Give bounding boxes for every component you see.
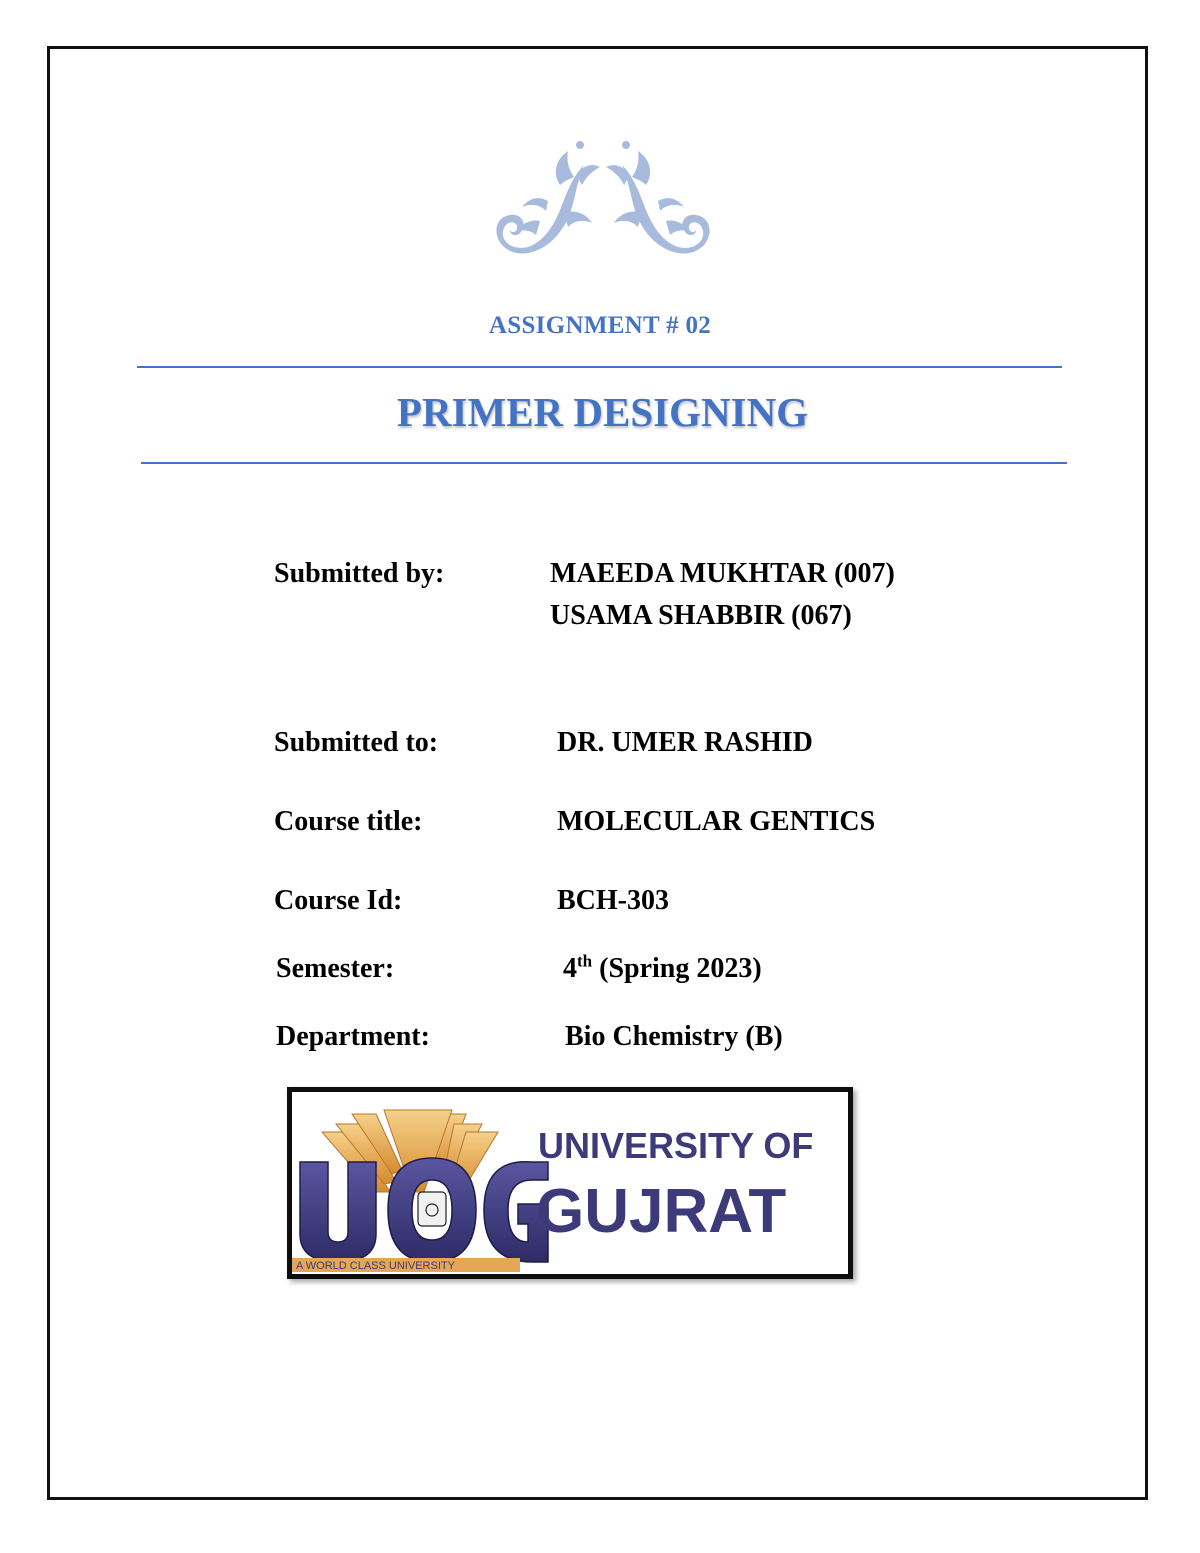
assignment-number: ASSIGNMENT # 02: [488, 312, 712, 339]
page-title: PRIMER DESIGNING: [396, 389, 809, 435]
submitted-by-value-1: MAEEDA MUKHTAR (007): [550, 558, 895, 589]
university-logo: [287, 1087, 853, 1279]
course-id-value: BCH-303: [557, 885, 669, 916]
logo-line-2: GUJRAT: [536, 1177, 787, 1246]
floral-ornament-icon: [488, 135, 718, 265]
logo-tagline: A WORLD CLASS UNIVERSITY: [296, 1260, 455, 1272]
submitted-to-value: DR. UMER RASHID: [557, 727, 813, 758]
course-title-label: Course title:: [274, 806, 423, 837]
submitted-by-value-2: USAMA SHABBIR (067): [550, 600, 852, 631]
semester-label: Semester:: [276, 953, 395, 984]
department-value: Bio Chemistry (B): [565, 1021, 783, 1052]
submitted-to-label: Submitted to:: [274, 727, 439, 758]
course-id-label: Course Id:: [274, 885, 403, 916]
submitted-by-label: Submitted by:: [274, 558, 445, 589]
department-label: Department:: [276, 1021, 430, 1052]
title-rule-top: [137, 366, 1062, 368]
semester-term: (Spring 2023): [592, 953, 762, 984]
semester-ordinal-suffix: th: [577, 951, 593, 971]
course-title-value: MOLECULAR GENTICS: [557, 806, 876, 837]
university-logo-graphic: [292, 1092, 848, 1274]
semester-number: 4: [563, 953, 577, 984]
semester-value: [563, 953, 762, 985]
title-rule-bottom: [141, 462, 1067, 464]
logo-line-1: UNIVERSITY OF: [538, 1125, 814, 1166]
